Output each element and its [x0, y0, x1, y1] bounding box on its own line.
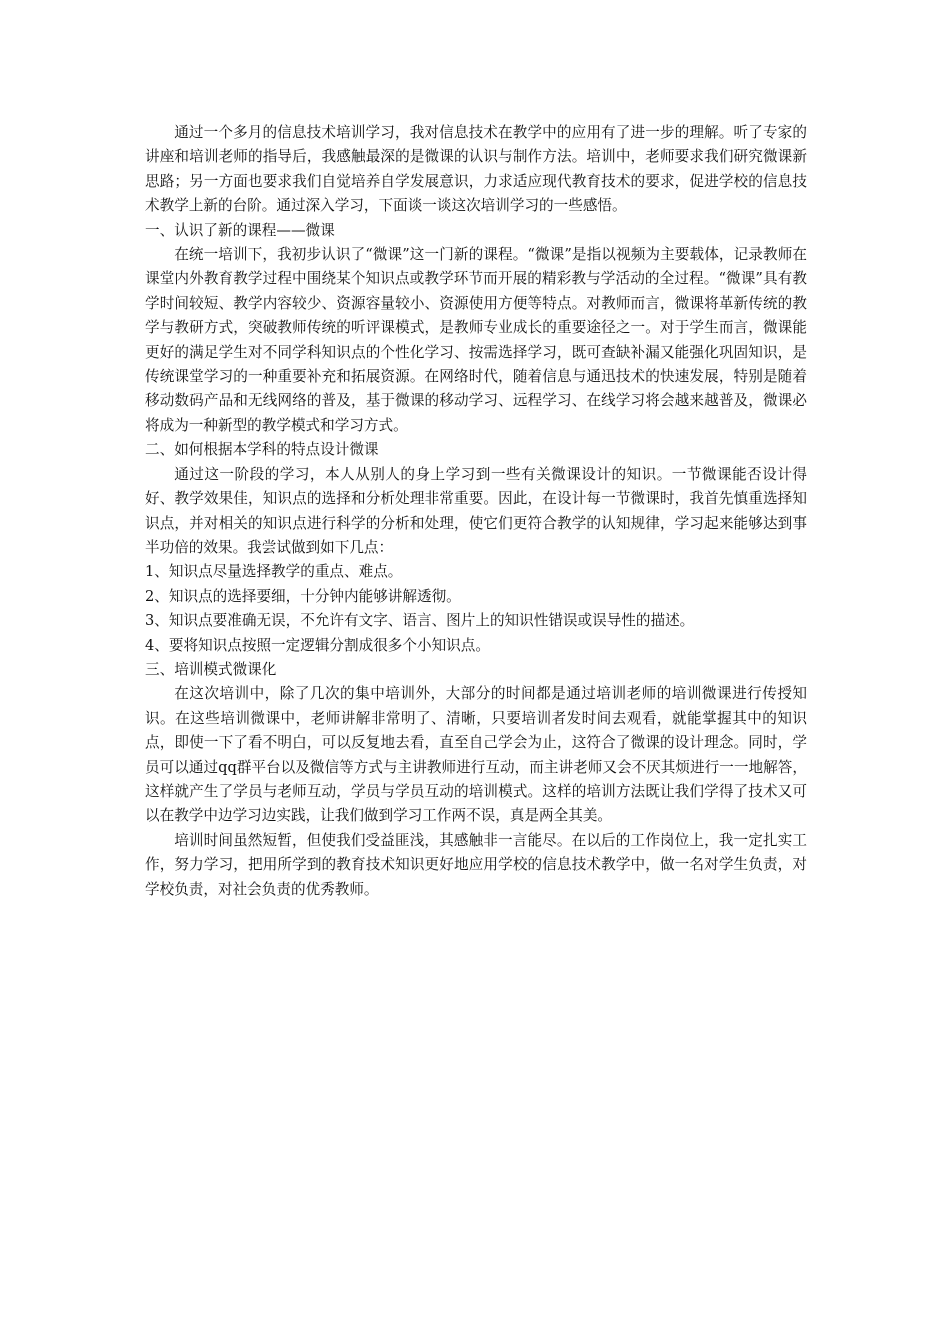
section-heading-2: 二、如何根据本学科的特点设计微课 [145, 441, 379, 459]
intro-paragraph: 通过一个多月的信息技术培训学习，我对信息技术在教学中的应用有了进一步的理解。听了专家的讲座和培训老师的指导后，我感触最深的是微课的认识与制作方法。培训中，老师要求我们研究微课新思路；另一方面也要求我们自觉培养自学发展意识，力求适应现代教育技术的要求，促进学校的信息技术教学上新的台阶。通过深入学习，下面谈一谈这次培训学习的一些感悟。 [145, 124, 807, 215]
document-body [145, 121, 807, 902]
conclusion-paragraph: 培训时间虽然短暂，但使我们受益匪浅，其感触非一言能尽。在以后的工作岗位上，我一定扎实工作，努力学习，把用所学到的教育技术知识更好地应用学校的信息技术教学中，做一名对学生负责，对学校负责，对社会负责的优秀教师。 [145, 831, 807, 898]
list-item-1: 1、知识点尽量选择教学的重点、难点。 [145, 563, 403, 581]
section-2-paragraph: 通过这一阶段的学习，本人从别人的身上学习到一些有关微课设计的知识。一节微课能否设计得好、教学效果佳，知识点的选择和分析处理非常重要。因此，在设计每一节微课时，我首先慎重选择知识点，并对相关的知识点进行科学的分析和处理，使它们更符合教学的认知规律，学习起来能够达到事半功倍的效果。我尝试做到如下几点： [145, 465, 807, 556]
section-heading-1: 一、认识了新的课程——微课 [145, 221, 335, 239]
list-item-4: 4、要将知识点按照一定逻辑分割成很多个小知识点。 [145, 636, 490, 654]
list-item-3: 3、知识点要准确无误，不允许有文字、语言、图片上的知识性错误或误导性的描述。 [145, 612, 695, 630]
section-3-paragraph: 在这次培训中，除了几次的集中培训外，大部分的时间都是通过培训老师的培训微课进行传授知识。在这些培训微课中，老师讲解非常明了、清晰，只要培训者发时间去观看，就能掌握其中的知识点，即使一下了看不明白，可以反复地去看，直至自己学会为止，这符合了微课的设计理念。同时，学员可以通过qq群平台以及微信等方式与主讲教师进行互动，而主讲老师又会不厌其烦进行一一地解答，这样就产生了学员与老师互动，学员与学员互动的培训模式。这样的培训方法既让我们学得了技术又可以在教学中边学习边实践，让我们做到学习工作两不误，真是两全其美。 [145, 685, 807, 825]
section-heading-3: 三、培训模式微课化 [145, 660, 277, 678]
list-item-2: 2、知识点的选择要细，十分钟内能够讲解透彻。 [145, 587, 461, 605]
section-1-paragraph: 在统一培训下，我初步认识了“微课”这一门新的课程。“微课”是指以视频为主要载体，记录教师在课堂内外教育教学过程中围绕某个知识点或教学环节而开展的精彩教与学活动的全过程。“微课”具有教学时间较短、教学内容较少、资源容量较小、资源使用方便等特点。对教师而言，微课将革新传统的教学与教研方式，突破教师传统的听评课模式，是教师专业成长的重要途径之一。对于学生而言，微课能更好的满足学生对不同学科知识点的个性化学习、按需选择学习，既可查缺补漏又能强化巩固知识，是传统课堂学习的一种重要补充和拓展资源。在网络时代，随着信息与通迅技术的快速发展，特别是随着移动数码产品和无线网络的普及，基于微课的移动学习、远程学习、在线学习将会越来越普及，微课必将成为一种新型的教学模式和学习方式。 [145, 246, 807, 434]
